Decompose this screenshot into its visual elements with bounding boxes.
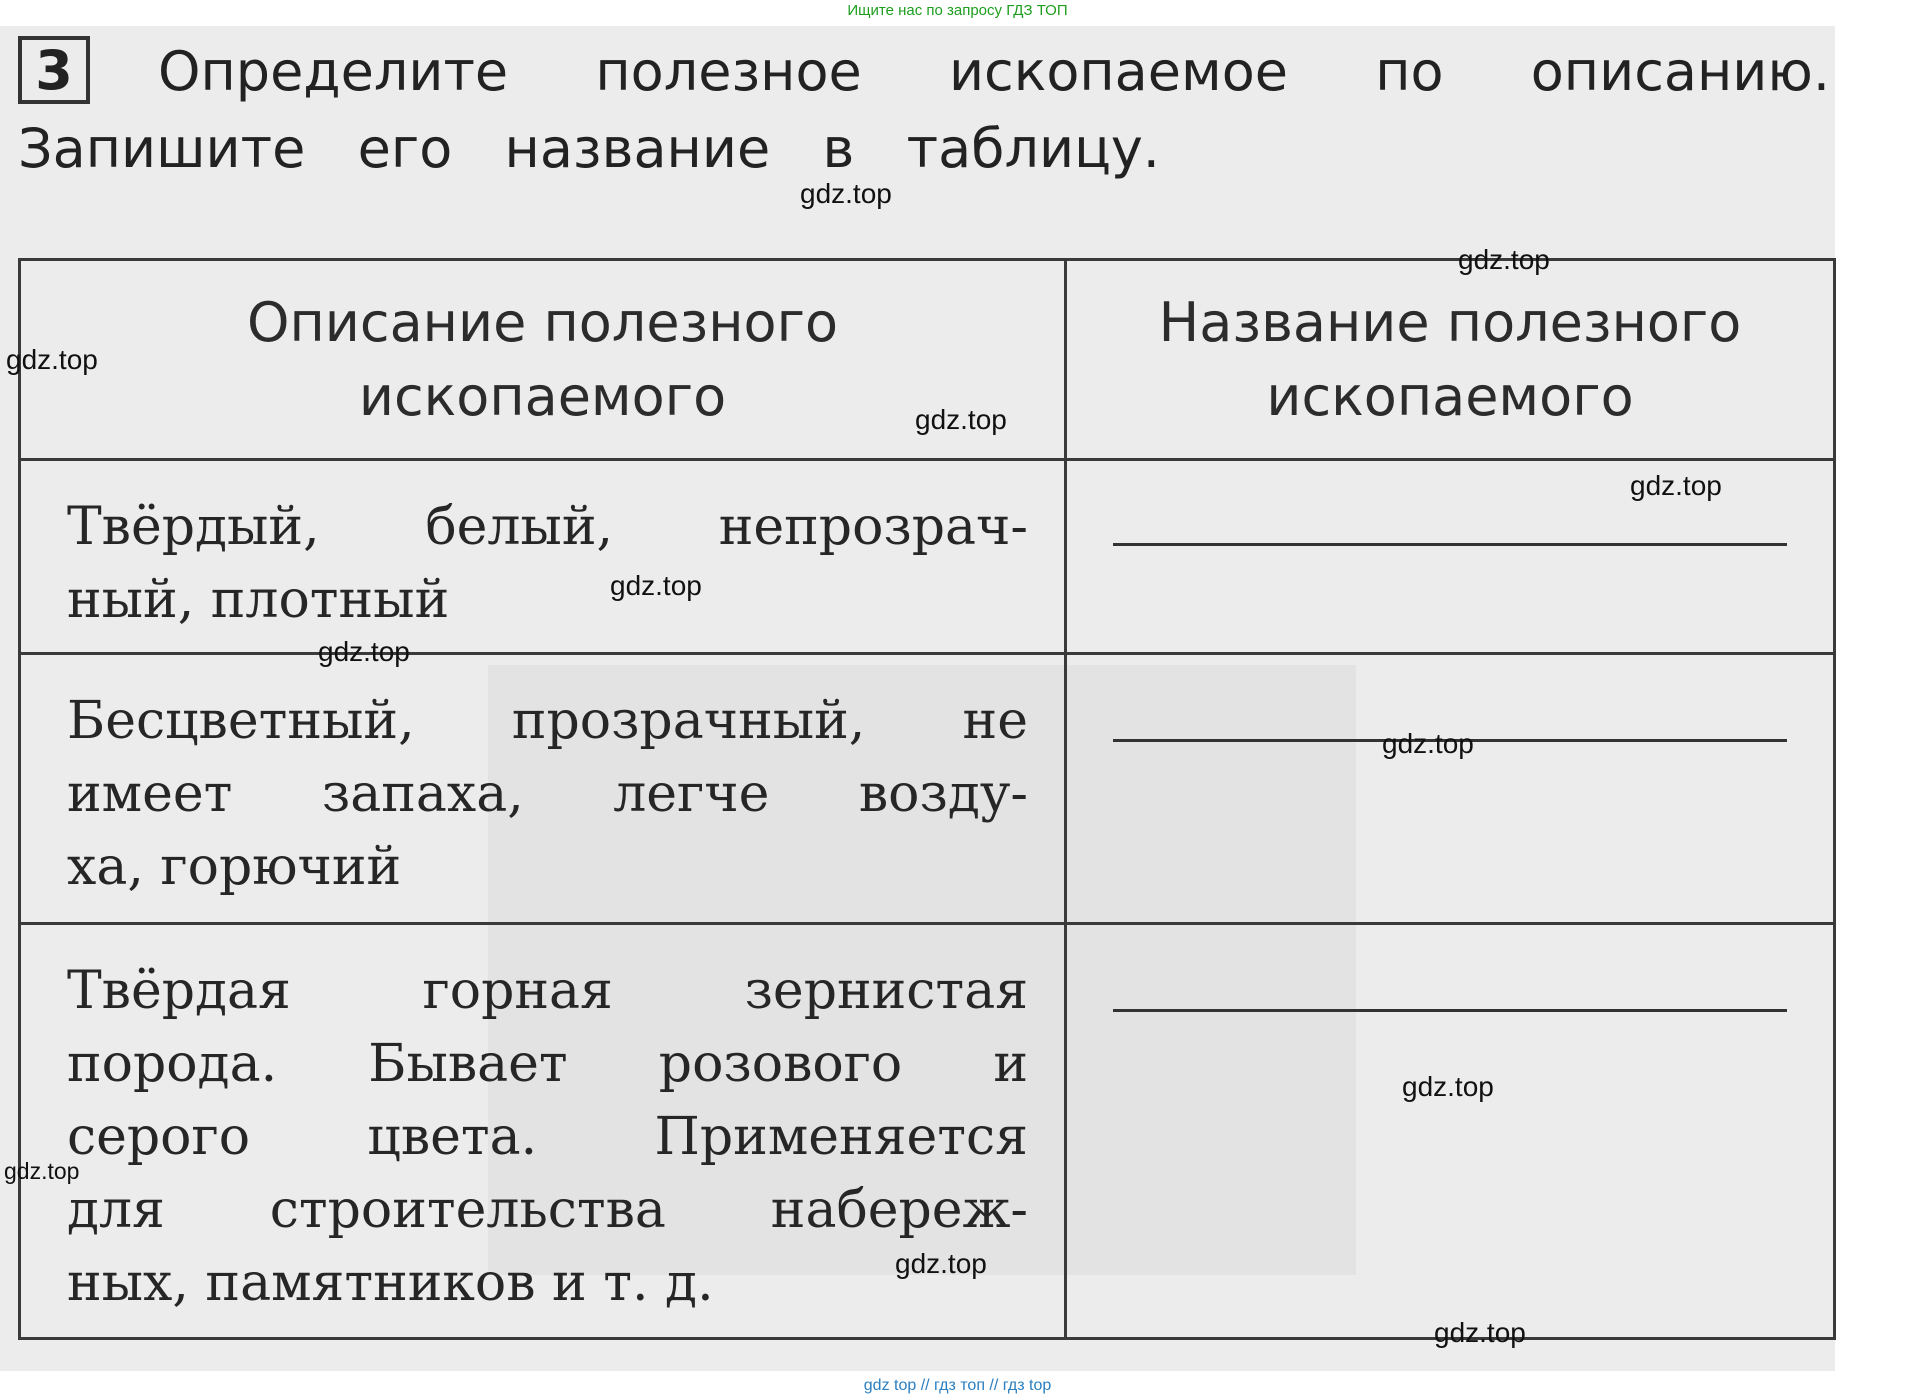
description-line: серого цвета. Применяется [67, 1107, 1028, 1167]
watermark: gdz.top [1402, 1071, 1494, 1102]
table-row [20, 654, 1835, 924]
description-line: ный, плотный [67, 570, 450, 630]
answer-line[interactable] [1113, 1009, 1787, 1012]
header-line: Название полезного [1158, 290, 1742, 354]
site-footer-banner: gdz top // гдз топ // гдз top [863, 1377, 1052, 1394]
watermark: gdz.top [1630, 470, 1722, 501]
watermark: gdz.top [1382, 728, 1474, 759]
header-description [20, 260, 1066, 460]
watermark: gdz.top [610, 570, 702, 601]
table-row [20, 460, 1835, 654]
instruction-word: полезное [595, 40, 862, 103]
instruction-word: по [1375, 40, 1444, 103]
description-line: ных, памятников и т. д. [67, 1253, 714, 1313]
header-line: Описание полезного [246, 290, 839, 354]
description-line: Бесцветный, прозрачный, не [67, 691, 1028, 751]
task-instruction-line-1 [158, 40, 1830, 103]
search-hint-banner: Ищите нас по запросу ГДЗ ТОП [847, 2, 1068, 19]
instruction-word: название [504, 117, 771, 180]
description-line: ха, горючий [67, 837, 402, 897]
header-line: ископаемого [1266, 364, 1634, 428]
answer-line[interactable] [1113, 543, 1787, 546]
task-number-box: 3 [18, 36, 90, 104]
instruction-word: Определите [158, 40, 509, 103]
instruction-word: описанию. [1530, 40, 1830, 103]
watermark: gdz.top [1458, 244, 1550, 275]
watermark: gdz.top [895, 1248, 987, 1279]
watermark: gdz.top [915, 404, 1007, 435]
watermark: gdz.top [6, 344, 98, 375]
watermark: gdz.top [1434, 1317, 1526, 1348]
instruction-word: в [822, 117, 855, 180]
description-line: порода. Бывает розового и [67, 1034, 1028, 1094]
instruction-word: таблицу. [906, 117, 1160, 180]
watermark: gdz.top [318, 636, 410, 667]
description-line: для строительства набереж- [67, 1180, 1028, 1240]
description-cell [20, 654, 1066, 924]
instruction-word: ископаемое [948, 40, 1288, 103]
description-line: имеет запаха, легче возду- [67, 764, 1028, 824]
instruction-word: Запишите [18, 117, 306, 180]
header-line: ископаемого [358, 364, 727, 428]
description-line: Твёрдый, белый, непрозрач- [67, 497, 1028, 557]
instruction-word: его [357, 117, 453, 180]
description-cell [20, 460, 1066, 654]
watermark: gdz.top [800, 178, 892, 209]
answer-cell[interactable] [1066, 654, 1835, 924]
description-line: Твёрдая горная зернистая [67, 961, 1028, 1021]
task-instruction-line-2 [18, 117, 1160, 180]
answer-cell[interactable] [1066, 924, 1835, 1339]
watermark: gdz.top [4, 1158, 80, 1184]
header-name [1066, 260, 1835, 460]
